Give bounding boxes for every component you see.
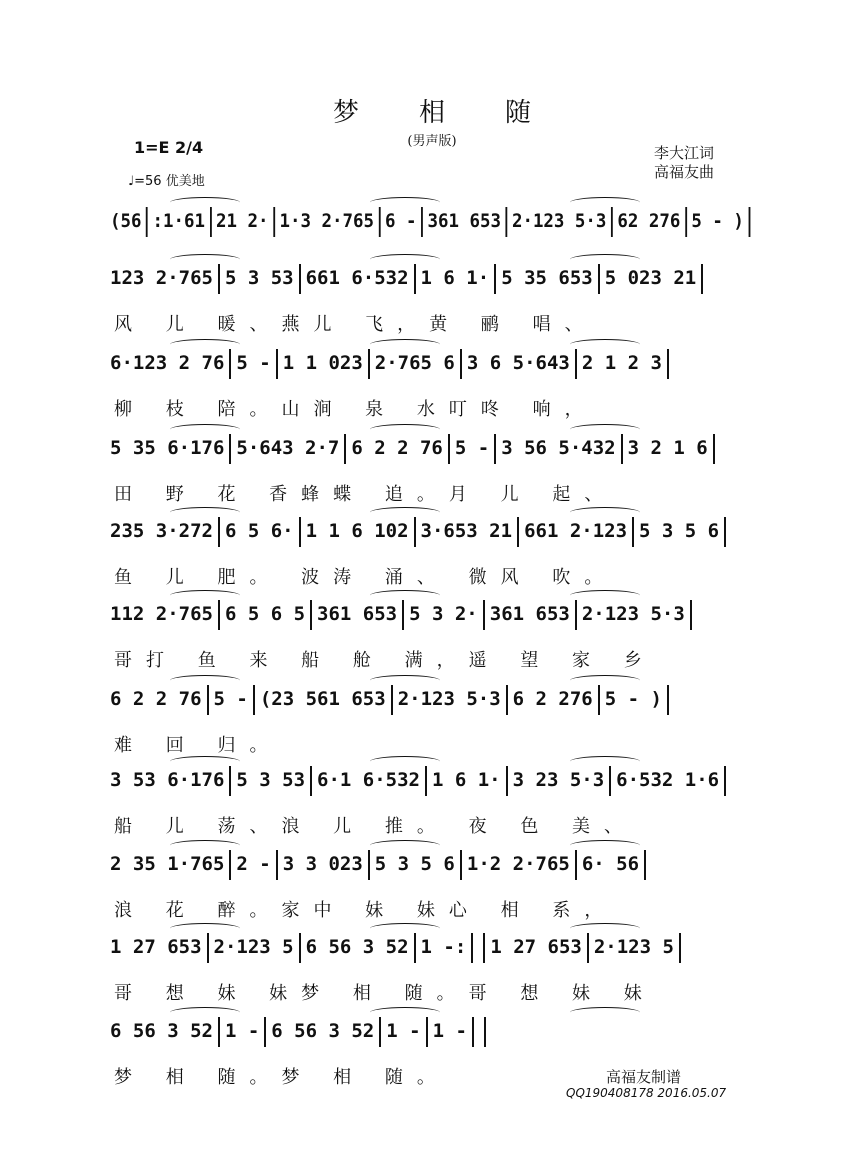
measure: 6 56 3 52: [110, 1020, 213, 1042]
slur-mark: [370, 254, 440, 265]
slur-mark: [170, 339, 240, 350]
notation-line: [110, 347, 755, 379]
slur-mark: [170, 840, 240, 851]
notation-line: [110, 515, 755, 547]
measure: 6·1 6·532: [317, 769, 420, 791]
slur-mark: [170, 675, 240, 686]
measure: 361 653: [317, 603, 398, 625]
bar-line: [748, 207, 750, 237]
measure: 3 3 023: [282, 853, 363, 875]
bar-line: [587, 933, 589, 963]
measure: 1 6 1·: [431, 769, 501, 791]
slur-mark: [570, 675, 640, 686]
measure: 6·123 2 76: [110, 352, 225, 374]
measure: 6 -: [384, 210, 417, 232]
bar-line: [253, 685, 255, 715]
measure: 3 23 5·3: [512, 769, 605, 791]
composer: 高福友曲: [654, 163, 715, 181]
bar-line: [472, 1017, 474, 1047]
measure: 5 3 53: [236, 769, 306, 791]
slur-mark: [370, 339, 440, 350]
measure: 6 56 3 52: [305, 936, 409, 958]
measure: 2·123 5·3: [511, 210, 607, 232]
measure: :1·61: [152, 210, 205, 232]
bar-line: [575, 349, 577, 379]
slur-mark: [370, 756, 440, 767]
bar-line: [273, 207, 275, 237]
measure: 2·123 5·3: [581, 603, 685, 625]
measure: 6 2 2 76: [351, 437, 443, 459]
bar-line: [690, 600, 692, 630]
bar-line: [517, 517, 519, 547]
measure: 6 2 276: [512, 688, 593, 710]
slur-mark: [170, 756, 240, 767]
bar-line: [667, 685, 669, 715]
measure: 21 2·: [215, 210, 269, 232]
measure: 1 -: [432, 1020, 467, 1042]
measure: 361 653: [427, 210, 501, 232]
measure: (56: [110, 210, 142, 232]
bar-line: [701, 264, 703, 294]
bar-line: [299, 517, 301, 547]
measure: 2 -: [236, 853, 271, 875]
key-signature: 1=E 2/4: [134, 138, 204, 157]
bar-line: [611, 207, 613, 237]
measure: 5 3 5 6: [639, 520, 720, 542]
arranger-signature: 高福友制谱: [606, 1068, 682, 1086]
measure: 3 56 5·432: [501, 437, 616, 459]
measure: 235 3·272: [110, 520, 213, 542]
bar-line: [414, 517, 416, 547]
bar-line: [299, 264, 301, 294]
measure: 5 -: [454, 437, 490, 459]
bar-line: [379, 207, 381, 237]
measure: 661 2·123: [524, 520, 628, 542]
slur-mark: [370, 923, 440, 934]
bar-line: [299, 933, 301, 963]
measure: 5 3 53: [224, 267, 294, 289]
bar-line: [460, 850, 462, 880]
lyrics-line: 难 回 归。: [114, 735, 282, 756]
notation-line: [110, 1015, 755, 1047]
bar-line: [575, 850, 577, 880]
bar-line: [713, 434, 715, 464]
measure: 2·123 5: [593, 936, 674, 958]
measure: 5 023 21: [604, 267, 697, 289]
bar-line: [210, 207, 212, 237]
notation-line: [110, 848, 755, 880]
bar-line: [229, 850, 231, 880]
bar-line: [494, 264, 496, 294]
lyrics-line: 哥 想 妹 妹梦 相 随。哥 想 妹 妹: [114, 983, 656, 1004]
song-title: 梦相随: [332, 98, 591, 128]
bar-line: [494, 434, 496, 464]
bar-line: [414, 264, 416, 294]
measure: 5 3 5 6: [374, 853, 455, 875]
measure: 1 -:: [420, 936, 467, 958]
bar-line: [218, 600, 220, 630]
measure: 1 1 023: [282, 352, 363, 374]
measure: 1 -: [224, 1020, 260, 1042]
bar-line: [598, 685, 600, 715]
bar-line: [207, 685, 209, 715]
bar-line: [667, 349, 669, 379]
bar-line: [229, 434, 231, 464]
slur-mark: [370, 590, 440, 601]
measure: 1·3 2·765: [279, 210, 374, 232]
song-subtitle: (男声版): [407, 134, 457, 149]
bar-line: [368, 850, 370, 880]
bar-line: [218, 517, 220, 547]
bar-line: [229, 766, 231, 796]
slur-mark: [570, 756, 640, 767]
lyrics-line: 船 儿 荡、浪 儿 推。 夜 色 美、: [114, 816, 637, 837]
slur-mark: [370, 1007, 440, 1018]
notation-line: [110, 764, 755, 796]
notation-line: [110, 262, 755, 294]
slur-mark: [570, 1007, 640, 1018]
measure: 6 5 6·: [224, 520, 294, 542]
measure: 6· 56: [581, 853, 640, 875]
lyrics-line: 浪 花 醉。家中 妹 妹心 相 系，: [114, 900, 617, 921]
slur-mark: [170, 424, 240, 435]
measure: 2·123 5·3: [397, 688, 501, 710]
measure: 62 276: [617, 210, 681, 232]
measure: 2 1 2 3: [581, 352, 662, 374]
lyrics-line: 鱼 儿 肥。 波涛 涌、 微风 吹。: [114, 567, 617, 588]
contact-info: QQ190408178 2016.05.07: [566, 1086, 727, 1100]
measure: 3 53 6·176: [110, 769, 225, 791]
bar-line: [621, 434, 623, 464]
bar-line: [471, 933, 473, 963]
measure: 5 35 653: [501, 267, 593, 289]
bar-line: [506, 766, 508, 796]
bar-line: [460, 349, 462, 379]
bar-line: [724, 766, 726, 796]
slur-mark: [370, 840, 440, 851]
slur-mark: [570, 923, 640, 934]
slur-mark: [570, 424, 640, 435]
slur-mark: [370, 675, 440, 686]
bar-line: [414, 933, 416, 963]
measure: 123 2·765: [110, 267, 213, 289]
bar-line: [276, 850, 278, 880]
notation-line: [110, 931, 755, 963]
lyrics-line: 梦 相 随。梦 相 随。: [114, 1067, 449, 1088]
bar-line: [506, 207, 508, 237]
bar-line: [207, 933, 209, 963]
bar-line: [483, 933, 485, 963]
bar-line: [379, 1017, 381, 1047]
slur-mark: [570, 590, 640, 601]
measure: 6 56 3 52: [271, 1020, 375, 1042]
bar-line: [218, 1017, 220, 1047]
measure: 3 6 5·643: [466, 352, 570, 374]
measure: 6 2 2 76: [110, 688, 202, 710]
measure: 5 -: [213, 688, 248, 710]
bar-line: [402, 600, 404, 630]
bar-line: [632, 517, 634, 547]
measure: 361 653: [489, 603, 570, 625]
slur-mark: [170, 590, 240, 601]
bar-line: [368, 349, 370, 379]
slur-mark: [570, 840, 640, 851]
measure: 5 -: [236, 352, 271, 374]
notation-line: [110, 432, 755, 464]
measure: 5 35 6·176: [110, 437, 225, 459]
slur-mark: [570, 339, 640, 350]
measure: 5·643 2·7: [236, 437, 340, 459]
notation-line: [110, 205, 744, 237]
notation-line: [110, 598, 755, 630]
slur-mark: [570, 197, 640, 208]
slur-mark: [170, 923, 240, 934]
bar-line: [310, 600, 312, 630]
bar-line: [679, 933, 681, 963]
slur-mark: [370, 424, 440, 435]
measure: (23 561 653: [259, 688, 386, 710]
measure: 3·653 21: [420, 520, 513, 542]
measure: 2·765 6: [374, 352, 455, 374]
tempo-marking: ♩=56 优美地: [128, 174, 205, 189]
slur-mark: [170, 1007, 240, 1018]
measure: 6·532 1·6: [616, 769, 720, 791]
measure: 112 2·765: [110, 603, 213, 625]
bar-line: [506, 685, 508, 715]
measure: 1 1 6 102: [305, 520, 409, 542]
measure: 2·123 5: [213, 936, 294, 958]
bar-line: [483, 600, 485, 630]
slur-mark: [170, 197, 240, 208]
measure: 1·2 2·765: [466, 853, 570, 875]
slur-mark: [570, 254, 640, 265]
measure: 2 35 1·765: [110, 853, 225, 875]
bar-line: [146, 207, 148, 237]
bar-line: [724, 517, 726, 547]
lyrics-line: 田 野 花 香蜂蝶 追。月 儿 起、: [114, 484, 617, 505]
bar-line: [391, 685, 393, 715]
bar-line: [310, 766, 312, 796]
measure: 1 -: [386, 1020, 421, 1042]
measure: 6 5 6 5: [224, 603, 306, 625]
bar-line: [425, 766, 427, 796]
slur-mark: [370, 197, 440, 208]
bar-line: [264, 1017, 266, 1047]
bar-line: [421, 207, 423, 237]
bar-line: [575, 600, 577, 630]
slur-mark: [570, 507, 640, 518]
bar-line: [484, 1017, 486, 1047]
bar-line: [229, 349, 231, 379]
measure: 5 3 2·: [409, 603, 478, 625]
lyrics-line: 风 儿 暖、燕儿 飞，黄 鹂 唱、: [114, 314, 597, 335]
bar-line: [685, 207, 687, 237]
measure: 661 6·532: [305, 267, 409, 289]
slur-mark: [170, 507, 240, 518]
measure: 1 27 653: [110, 936, 202, 958]
bar-line: [344, 434, 346, 464]
lyrics-line: 柳 枝 陪。山涧 泉 水叮咚 响，: [114, 399, 597, 420]
bar-line: [218, 264, 220, 294]
bar-line: [609, 766, 611, 796]
measure: 1 6 1·: [420, 267, 490, 289]
slur-mark: [170, 254, 240, 265]
measure: 5 - ): [691, 210, 744, 232]
lyricist: 李大江词: [654, 144, 715, 162]
bar-line: [598, 264, 600, 294]
notation-line: [110, 683, 755, 715]
measure: 3 2 1 6: [627, 437, 708, 459]
bar-line: [276, 349, 278, 379]
measure: 5 - ): [604, 688, 662, 710]
bar-line: [448, 434, 450, 464]
lyrics-line: 哥打 鱼 来 船 舱 满，遥 望 家 乡: [114, 650, 656, 671]
bar-line: [644, 850, 646, 880]
credits: [654, 144, 714, 182]
bar-line: [426, 1017, 428, 1047]
slur-mark: [370, 507, 440, 518]
measure: 1 27 653: [490, 936, 582, 958]
